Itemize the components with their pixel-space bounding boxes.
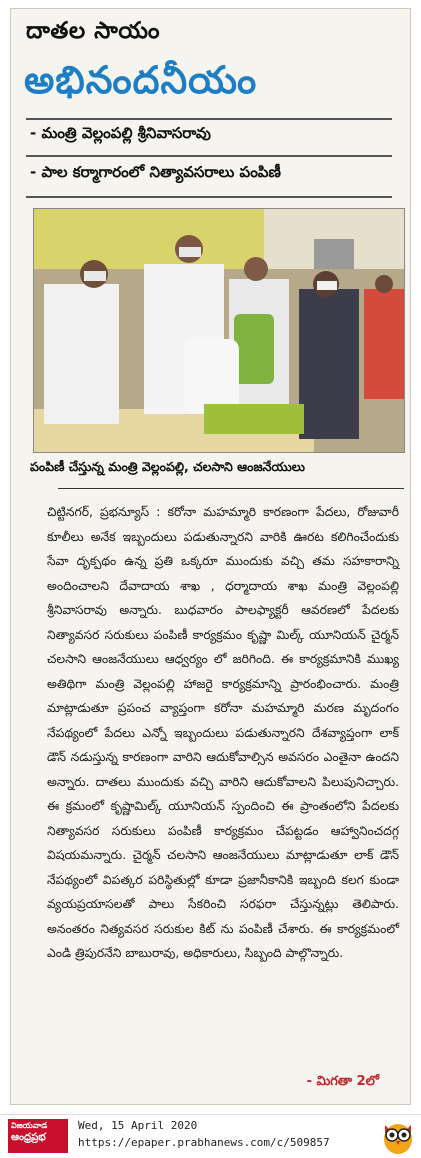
continuation-note: - మిగతా 2లో xyxy=(306,1074,379,1089)
publish-date: Wed, 15 April 2020 xyxy=(78,1119,198,1132)
divider xyxy=(26,118,392,120)
subhead-bullet: - పాల కర్మాగారంలో నిత్యావసరాలు పంపిణీ xyxy=(30,163,281,181)
article-headline: అభినందనీయం xyxy=(24,58,258,102)
photo-caption: పంపిణీ చేస్తున్న మంత్రి వెల్లంపల్లి, చలసాని ఆంజనేయులు xyxy=(30,459,305,474)
article-kicker: దాతల సాయం xyxy=(26,18,161,44)
divider xyxy=(58,488,404,489)
divider xyxy=(26,155,392,157)
news-photo xyxy=(33,208,405,453)
photo-illustration xyxy=(34,209,405,453)
epaper-footer xyxy=(0,1114,421,1158)
logo-title: ఆంధ్రప్రభ xyxy=(11,1132,46,1143)
divider xyxy=(26,196,392,198)
andhraprabha-logo[interactable] xyxy=(8,1119,68,1153)
owl-icon xyxy=(381,1117,415,1155)
epaper-link[interactable]: https://epaper.prabhanews.com/c/509857 xyxy=(78,1136,330,1149)
subhead-bullet: - మంత్రి వెల్లంపల్లి శ్రీనివాసరావు xyxy=(30,124,211,142)
article-body: చిట్టినగర్, ప్రభన్యూస్ : కరోనా మహమ్మారి కారణంగా పేదలు, రోజువారీ కూలీలు అనేక ఇబ్బందులు పడుతున్నారని వారికి ఊరట కలిగించేందుకు సేవా దృక్పథం ఉన్న ప్రతి ఒక్కరూ ముందుకు వచ్చి తమ సహకారాన్ని అందించాలని దేవాదాయ శాఖ , ధర్మాదాయ శాఖ మంత్రి వెల్లంపల్లి శ్రీనివాసరావు అన్నారు. బుధవారం పాలఫ్యాక్టరీ ఆవరణలో పేదలకు నిత్యావసర సరుకులు పంపిణీ కార్యక్రమం కృష్ణా మిల్క్ యూనియన్ చైర్మన్ చలసాని ఆంజనేయులు ఆధ్వర్యం లో జరిగింది. ఈ కార్యక్రమానికి ముఖ్య అతిథిగా మంత్రి వెల్లంపల్లి హాజరై కార్యక్రమాన్ని ప్రారంభించారు. మంత్రి మాట్లాడుతూ ప్రపంచ వ్యాప్తంగా కరోనా మహమ్మారి మరణ మృదంగం నేపథ్యంలో పేదలు ఎన్నో ఇబ్బందులు పడుతున్నారని దేశవ్యాప్తంగా లాక్ డౌన్ నడుస్తున్న కారణంగా వారిని ఆదుకోవాల్సిన అవసరం ఎంతైనా ఉందని అన్నారు. దాతలు ముందుకు వచ్చి వారిని ఆదుకోవాలని పిలుపునిచ్చారు. ఈ క్రమంలో కృష్ణామిల్క్ యూనియన్ స్పందించి ఈ ప్రాంతంలోని పేదలకు నిత్యావసర సరుకులు పంపిణీ కార్యక్రమం చేపట్టడం ఆహ్వానించదగ్గ విషయమన్నారు. చైర్మన్ చలసాని ఆంజనేయులు మాట్లాడుతూ లాక్ డౌన్ నేపథ్యంలో విపత్కర పరిస్థితుల్లో కూడా ప్రజానీకానికి ఇబ్బంది కలగ కుండా వ్యయప్రయాసలతో పాలు సేకరించి సరఫరా చేస్తున్నట్లు తెలిపారు. అనంతరం నిత్యవసర సరుకుల కిట్ ను పంపిణీ చేశారు. ఈ కార్యక్రమంలో ఎండి త్రిపురనేని బాబురావు, అధికారులు, సిబ్బంది పాల్గొన్నారు. xyxy=(47,505,399,960)
logo-edition: విజయవాడ xyxy=(11,1121,48,1130)
